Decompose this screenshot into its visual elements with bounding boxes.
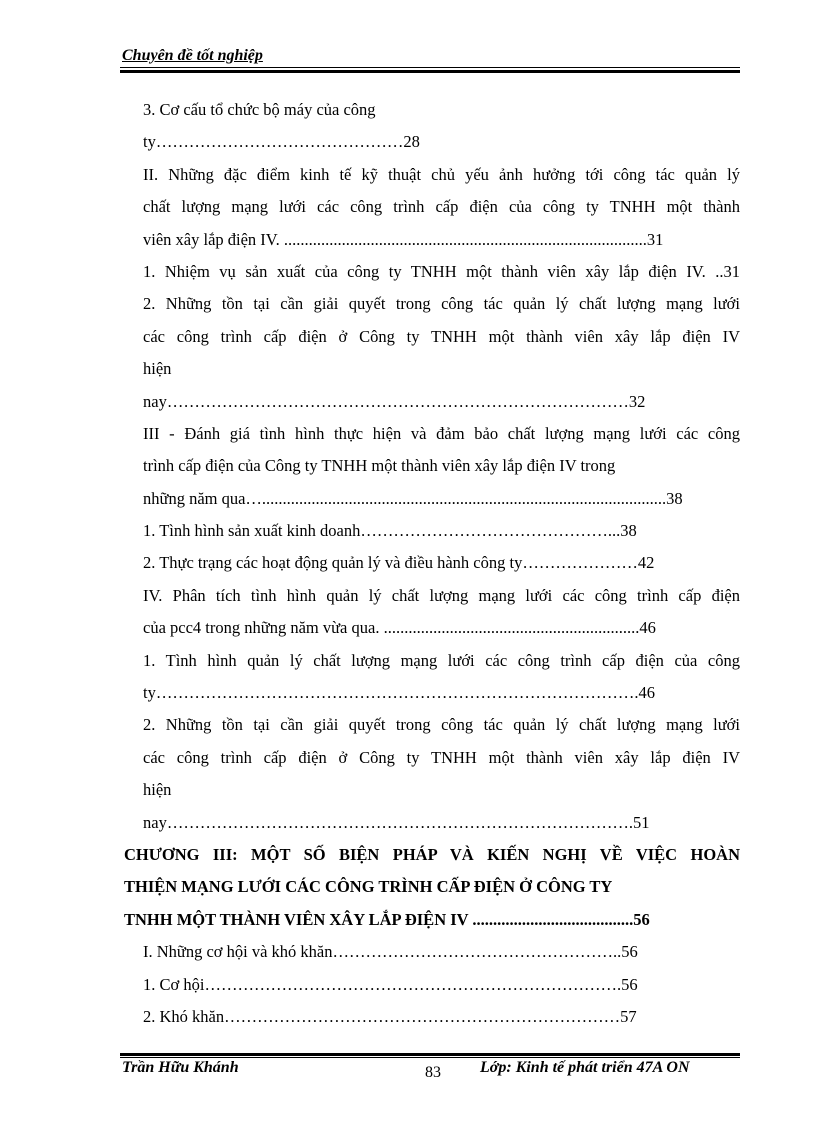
footer-rule-thick bbox=[120, 1053, 740, 1056]
toc-line: của pcc4 trong những năm vừa qua. ..............................................................46 bbox=[143, 618, 656, 638]
toc-line: 1. Cơ hội………………………………………………………………….56 bbox=[143, 974, 638, 994]
header-rule-thick bbox=[120, 70, 740, 73]
toc-line: ty………………………………………28 bbox=[143, 132, 420, 152]
toc-line: viên xây lắp điện IV. ........................................................................................31 bbox=[143, 229, 664, 249]
toc-line: trình cấp điện của Công ty TNHH một thành viên xây lắp điện IV trong bbox=[143, 456, 616, 476]
toc-line: 1. Nhiệm vụ sản xuất của công ty TNHH một thành viên xây lắp điện IV. ..31 bbox=[143, 261, 740, 281]
toc-line: những năm qua…..................................................................................................38 bbox=[143, 488, 683, 508]
footer-class: Lớp: Kinh tế phát triển 47A ON bbox=[480, 1059, 690, 1076]
toc-line: 1. Tình hình sản xuất kinh doanh………………………………………...38 bbox=[143, 521, 637, 541]
toc-line: 1. Tình hình quản lý chất lượng mạng lưới các công trình cấp điện của công bbox=[143, 650, 740, 670]
table-of-contents bbox=[124, 94, 740, 1033]
toc-line: các công trình cấp điện ở Công ty TNHH một thành viên xây lắp điện IV bbox=[143, 326, 740, 346]
page-number: 83 bbox=[425, 1064, 441, 1081]
toc-line: các công trình cấp điện ở Công ty TNHH một thành viên xây lắp điện IV bbox=[143, 747, 740, 767]
chapter-heading: THIỆN MẠNG LƯỚI CÁC CÔNG TRÌNH CẤP ĐIỆN Ở CÔNG TY bbox=[124, 877, 613, 897]
toc-line: nay…………………………………………………………………………32 bbox=[143, 391, 646, 411]
footer-rule bbox=[120, 1057, 740, 1058]
toc-line: ty…………………………………………………………………………….46 bbox=[143, 683, 655, 703]
toc-line: 3. Cơ cấu tổ chức bộ máy của công bbox=[143, 100, 376, 119]
toc-line: II. Những đặc điểm kinh tế kỹ thuật chủ yếu ảnh hưởng tới công tác quản lý bbox=[143, 164, 740, 184]
footer-author: Trần Hữu Khánh bbox=[122, 1059, 239, 1076]
toc-line: 2. Những tồn tại cần giải quyết trong công tác quản lý chất lượng mạng lưới bbox=[143, 715, 740, 735]
header-rule bbox=[120, 67, 740, 68]
toc-line: III - Đánh giá tình hình thực hiện và đảm bảo chất lượng mạng lưới các công bbox=[143, 423, 740, 443]
toc-line: 2. Những tồn tại cần giải quyết trong công tác quản lý chất lượng mạng lưới bbox=[143, 294, 740, 314]
toc-line: IV. Phân tích tình hình quản lý chất lượng mạng lưới các công trình cấp điện bbox=[143, 585, 740, 605]
toc-line: hiện bbox=[143, 780, 172, 800]
chapter-heading: CHƯƠNG III: MỘT SỐ BIỆN PHÁP VÀ KIẾN NGHỊ VỀ VIỆC HOÀN bbox=[124, 844, 740, 864]
toc-line: chất lượng mạng lưới các công trình cấp điện của công ty TNHH một thành bbox=[143, 197, 740, 217]
toc-line: nay………………………………………………………………………….51 bbox=[143, 812, 650, 832]
header-title: Chuyên đề tốt nghiệp bbox=[122, 47, 263, 64]
toc-line: 2. Thực trạng các hoạt động quản lý và điều hành công ty…………………42 bbox=[143, 553, 655, 573]
toc-line: 2. Khó khăn………………………………………………………………57 bbox=[143, 1006, 637, 1026]
toc-line: hiện bbox=[143, 359, 172, 379]
chapter-heading: TNHH MỘT THÀNH VIÊN XÂY LẮP ĐIỆN IV .......................................56 bbox=[124, 909, 650, 929]
toc-line: I. Những cơ hội và khó khăn……………………………………………..56 bbox=[143, 942, 638, 962]
